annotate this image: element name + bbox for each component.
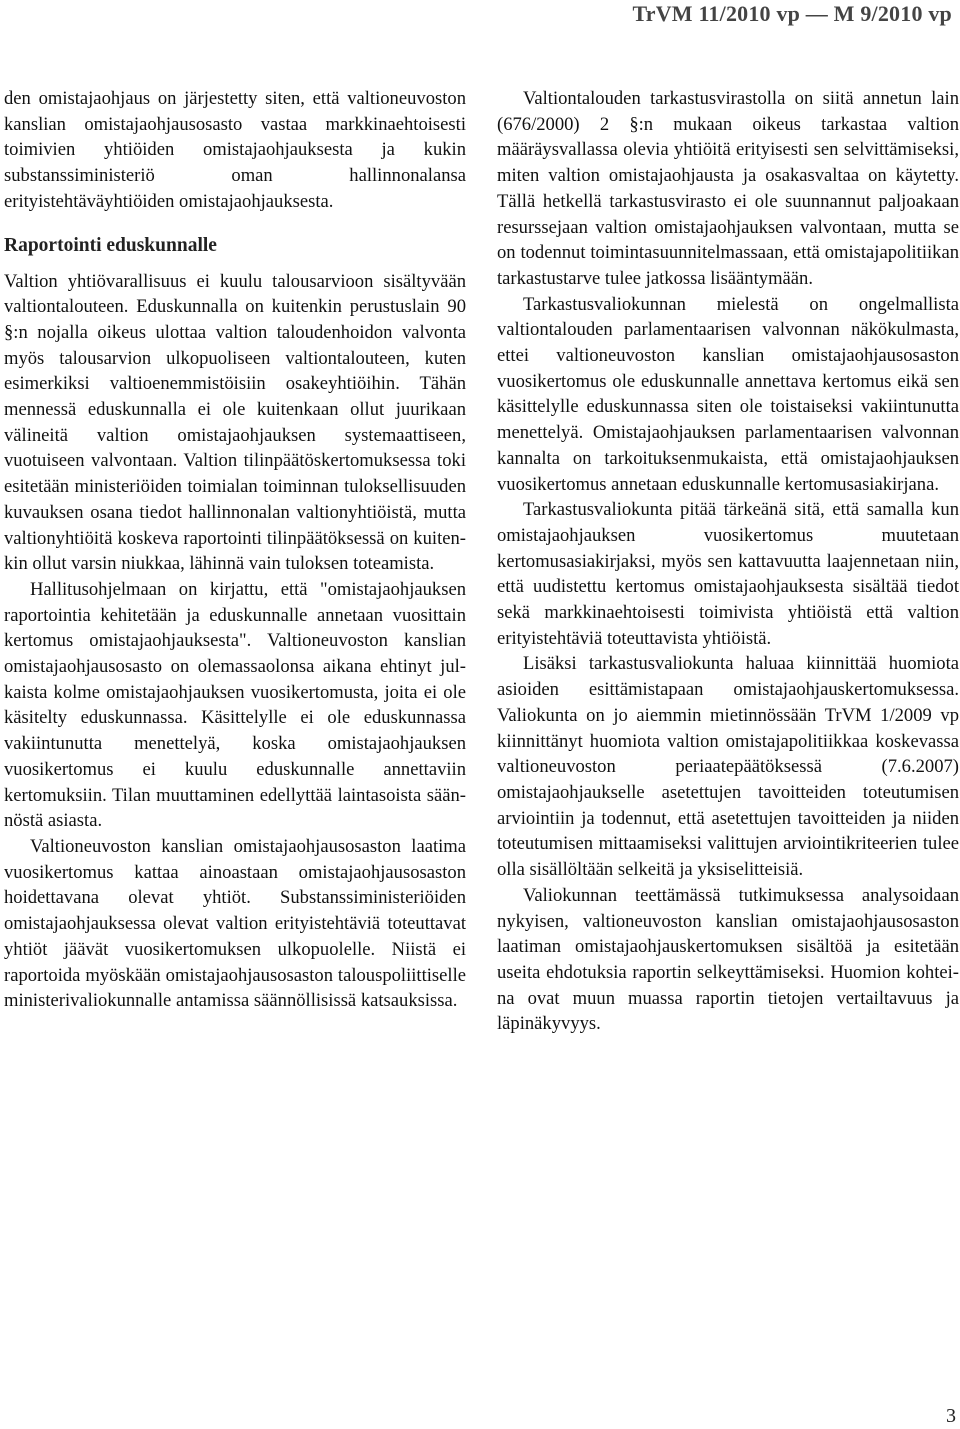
paragraph: Valtiontalouden tarkastusvirastolla on siitä annetun lain (676/2000) 2 §:n mukaan oikeus tarkastaa valtion määräysvallassa olevia yhtiöitä erityisesti sen selvittämiseksi, miten valtion omistajaohjausta ja osakasvaltaa on käytetty. Tällä hetkellä tarkastusvirasto ei ole suunnannut paljoakaan resurssejaan valtion omistajaohjauksen valvontaan, mutta se on todennut toimintasuunnitelmassaan, että omistajapolitiikan tarkastustarve tulee jatkossa lisääntymään. xyxy=(497,88,959,289)
running-title: TrVM 11/2010 vp — M 9/2010 vp xyxy=(632,1,952,26)
right-column xyxy=(497,86,959,1037)
paragraph: Valiokunnan teettämässä tutkimuksessa analysoidaan nykyisen, valtioneuvoston kanslian omistajaohjausosaston laatiman omistajaohjauskertomuksen sisältöä ja esitetään useita ehdotuksia raportin selkeyttämiseksi. Huomion kohteina ovat muun muassa raportin tietojen vertailtavuus ja läpinäkyvyys. xyxy=(497,884,959,1035)
paragraph: Tarkastusvaliokunta pitää tärkeänä sitä, että samalla kun omistajaohjauksen vuosikertomus muutetaan kertomusasiakirjaksi, myös sen kattavuutta laajennetaan niin, että uudistettu kertomus omistajaohjauksesta sisältää tiedot sekä markkinaehtoisesti toimivista yhtiöistä että valtion erityistehtäviä toteuttavista yhtiöistä. xyxy=(497,499,959,649)
page-number: 3 xyxy=(946,1405,956,1427)
paragraph: Valtion yhtiövarallisuus ei kuulu talousarvioon sisältyvään valtiontalouteen. Eduskunnalla on kuitenkin perustuslain 90 §:n nojalla oikeus ulottaa valtion taloudenhoidon valvonta myös talousarvion ulkopuoliseen valtiontalouteen, kuten esimerkiksi valtioenemmistöisiin osakeyhtiöihin. Tähän mennessä eduskunnalla ei ole kuitenkaan ollut juurikaan välineitä valtion omistajaohjauksen systemaattiseen, vuotuiseen valvontaan. Valtion tilinpäätöskertomuksessa toki esitetään ministeriöiden toimialan toiminnan tuloksellisuuden kuvauksen osana tiedot hallinnonalan valtionyhtiöistä, mutta valtionyhtiöitä koskeva raportointi tilinpäätöksessä on kuitenkin ollut varsin niukkaa, lähinnä vain tuloksen toteamista. xyxy=(4,270,466,575)
paragraph: Hallitusohjelmaan on kirjattu, että "omistajaohjauksen raportointia kehitetään ja eduskunnalle annetaan vuosittain kertomus omistajaohjauksesta". Valtioneuvoston kanslian omistajaohjausosasto on olemassaolonsa aikana ehtinyt julkaista kolme omistajaohjauksen vuosikertomusta, joita ei ole käsitelty eduskunnassa. Käsittelylle ei ole eduskunnassa vakiintunutta menettelyä, koska omistajaohjauksen vuosikertomus ei kuulu eduskunnalle annettaviin kertomuksiin. Tilan muuttaminen edellyttää laintasoista säännöstä asiasta. xyxy=(4,578,466,832)
paragraph: Valtioneuvoston kanslian omistajaohjausosaston laatima vuosikertomus kattaa ainoastaan omistajaohjausosaston hoidettavana olevat yhtiöt. Substanssiministeriöiden omistajaohjauksessa olevat valtion erityistehtäviä toteuttavat yhtiöt jäävät vuosikertomuksen ulkopuolelle. Niistä ei raportoida myöskään omistajaohjausosaston talouspoliittiselle ministerivaliokunnalle antamissa säännöllisissä katsauksissa. xyxy=(4,835,466,1012)
paragraph: Lisäksi tarkastusvaliokunta haluaa kiinnittää huomiota asioiden esittämistapaan omistajaohjauskertomuksessa. Valiokunta on jo aiemmin mietinnössään TrVM 1/2009 vp kiinnittänyt huomiota valtion omistajapolitiikkaa koskevassa valtioneuvoston periaatepäätöksessä (7.6.2007) omistajaohjaukselle asetettujen tavoitteiden toteutumisen arviointiin ja todennut, että asetettujen tavoitteiden ja niiden toteutumisen mittaamiseksi valittujen arviointikriteerien tulee olla sisällöltään selkeitä ja yksiselitteisiä. xyxy=(497,653,959,881)
paragraph: den omistajaohjaus on järjestetty siten, että valtioneuvoston kanslian omistajaohjausosasto vastaa markkinaehtoisesti toimivien yhtiöiden omistajaohjauksesta ja kukin substanssiministeriö oman hallinnonalansa erityistehtäväyhtiöiden omistajaohjauksesta. xyxy=(4,88,466,212)
section-heading: Raportointi eduskunnalle xyxy=(4,234,217,256)
left-column xyxy=(4,86,466,1014)
paragraph: Tarkastusvaliokunnan mielestä on ongelmallista valtiontalouden parlamentaarisen valvonnan näkökulmasta, ettei valtioneuvoston kanslian omistajaohjausosaston vuosikertomus ole eduskunnalle annettava kertomus eikä sen käsittelylle eduskunnassa siten ole toistaiseksi vakiintunutta menettelyä. Omistajaohjauksen parlamentaarisen valvonnan kannalta on tarkoituksenmukaista, että omistajaohjauksen vuosikertomus annetaan eduskunnalle kertomusasiakirjana. xyxy=(497,293,959,495)
